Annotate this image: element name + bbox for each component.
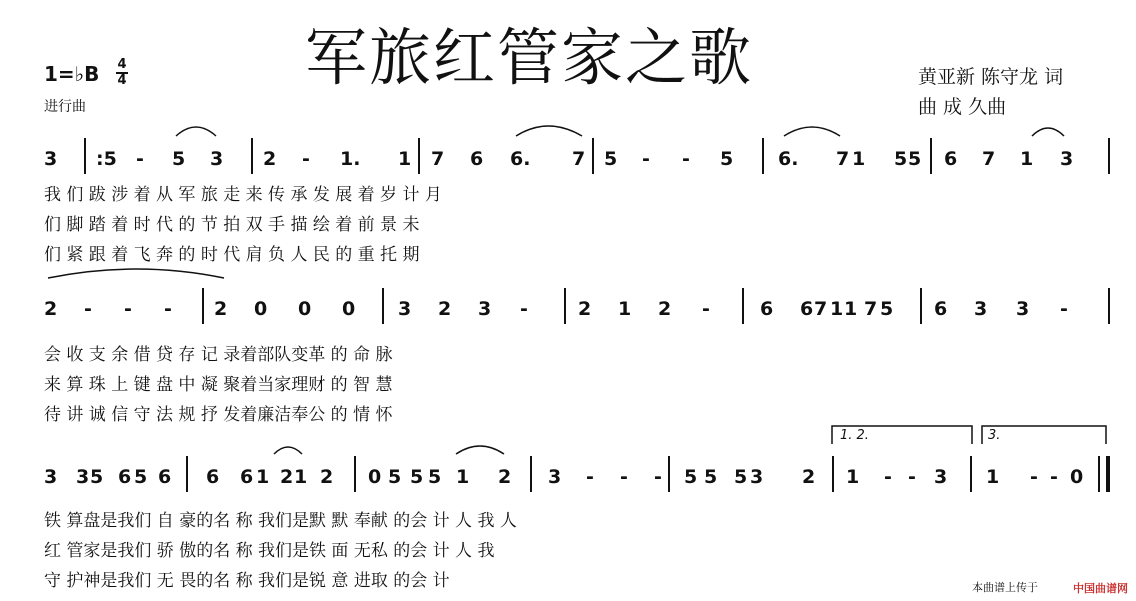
site-logo: 中国曲谱网	[1073, 582, 1128, 595]
note: -	[1060, 298, 1068, 320]
note: 6	[470, 148, 484, 170]
note: 0	[368, 466, 382, 488]
note: 3	[44, 148, 58, 170]
note: -	[164, 298, 172, 320]
upload-note: 本曲谱上传于	[972, 581, 1038, 594]
lyrics-row-2-verse-3: 待 讲 诚 信 守 法 规 抒 发着廉洁奉公 的 情 怀	[44, 405, 393, 425]
note: 5	[604, 148, 618, 170]
note: 5	[172, 148, 186, 170]
note: -	[302, 148, 310, 170]
slur	[1032, 128, 1064, 136]
lyrics-row-1-verse-3: 们 紧 跟 着 飞 奔 的 时 代 肩 负 人 民 的 重 托 期	[44, 245, 420, 265]
note: 1	[830, 298, 844, 320]
song-title: 军旅红管家之歌	[305, 21, 754, 94]
lyrics-row-2-verse-2: 来 算 珠 上 键 盘 中 凝 聚着当家理财 的 智 慧	[44, 375, 393, 395]
slur	[274, 447, 302, 454]
note: 3	[478, 298, 492, 320]
note: 3	[934, 466, 948, 488]
note: 1.	[340, 148, 361, 170]
time-signature-top: 4	[117, 57, 127, 72]
note: 1	[294, 466, 308, 488]
slur	[176, 127, 216, 136]
note: :5	[96, 148, 117, 170]
note: 2	[320, 466, 334, 488]
note: 0	[254, 298, 268, 320]
note: 5	[90, 466, 104, 488]
note: 6.	[778, 148, 799, 170]
note: 5	[894, 148, 908, 170]
key-signature: 1=♭B	[44, 62, 100, 86]
note: 2	[214, 298, 228, 320]
note: 6	[800, 298, 814, 320]
note: 6	[240, 466, 254, 488]
note: 7	[982, 148, 996, 170]
note: -	[586, 466, 594, 488]
ending-3-label: 3.	[988, 428, 1001, 443]
note: -	[124, 298, 132, 320]
note: 6	[206, 466, 220, 488]
note: 0	[342, 298, 356, 320]
lyrics-row-1-verse-2: 们 脚 踏 着 时 代 的 节 拍 双 手 描 绘 着 前 景 未	[44, 215, 420, 235]
note: 5	[704, 466, 718, 488]
ending-bracket-1-2	[832, 426, 972, 444]
note: 2	[802, 466, 816, 488]
slur	[456, 446, 504, 454]
note: 1	[846, 466, 860, 488]
note: 5	[410, 466, 424, 488]
note: -	[84, 298, 92, 320]
note: -	[654, 466, 662, 488]
note: 3	[44, 466, 58, 488]
note: 3	[750, 466, 764, 488]
note: 3	[974, 298, 988, 320]
note: 3	[398, 298, 412, 320]
lyrics-row-2-verse-1: 会 收 支 余 借 贷 存 记 录着部队变革 的 命 脉	[44, 345, 393, 365]
note: 1	[398, 148, 412, 170]
note: 0	[298, 298, 312, 320]
ending-bracket-3	[982, 426, 1106, 444]
lyrics-row-3-verse-3: 守 护神是我们 无 畏的名 称 我们是锐 意 进取 的会 计	[44, 571, 450, 591]
note: 3	[1016, 298, 1030, 320]
note: 7	[814, 298, 828, 320]
note: 1	[456, 466, 470, 488]
note: 5	[880, 298, 894, 320]
note: 5	[134, 466, 148, 488]
slur	[516, 126, 582, 136]
note: 7	[864, 298, 878, 320]
time-signature-bottom: 4	[117, 73, 127, 88]
note: -	[1030, 466, 1038, 488]
ending-1-2-label: 1. 2.	[840, 428, 869, 443]
note: -	[682, 148, 690, 170]
note: 6	[158, 466, 172, 488]
note: 2	[280, 466, 294, 488]
lyricist-credit: 黄亚新 陈守龙 词	[918, 66, 1064, 88]
note: 6.	[510, 148, 531, 170]
note: 5	[388, 466, 402, 488]
slur	[48, 269, 224, 278]
note: 1	[618, 298, 632, 320]
note: -	[642, 148, 650, 170]
note: 3	[76, 466, 90, 488]
note: 3	[548, 466, 562, 488]
note: 1	[844, 298, 858, 320]
slur	[784, 127, 840, 136]
note: -	[1050, 466, 1058, 488]
note: -	[884, 466, 892, 488]
note: 5	[908, 148, 922, 170]
note: 1	[852, 148, 866, 170]
note: 2	[263, 148, 277, 170]
note: 6	[118, 466, 132, 488]
note: 1	[1020, 148, 1034, 170]
note: 5	[428, 466, 442, 488]
note: 6	[944, 148, 958, 170]
note: 2	[44, 298, 58, 320]
note: 2	[438, 298, 452, 320]
note: 7	[836, 148, 850, 170]
note: 1	[256, 466, 270, 488]
note: -	[908, 466, 916, 488]
note: 2	[498, 466, 512, 488]
note: 0	[1070, 466, 1084, 488]
note: 5	[720, 148, 734, 170]
note: 5	[684, 466, 698, 488]
lyrics-row-3-verse-2: 红 管家是我们 骄 傲的名 称 我们是铁 面 无私 的会 计 人 我	[44, 541, 495, 561]
composer-credit: 曲 成 久曲	[918, 96, 1007, 118]
note: 3	[1060, 148, 1074, 170]
note: -	[702, 298, 710, 320]
tempo-style: 进行曲	[44, 99, 86, 115]
note: 2	[658, 298, 672, 320]
note: 5	[734, 466, 748, 488]
note: 3	[210, 148, 224, 170]
note: 6	[934, 298, 948, 320]
note: -	[620, 466, 628, 488]
note: 6	[760, 298, 774, 320]
lyrics-row-1-verse-1: 我 们 跋 涉 着 从 军 旅 走 来 传 承 发 展 着 岁 计 月	[44, 185, 442, 205]
note: 1	[986, 466, 1000, 488]
note: -	[520, 298, 528, 320]
note: 7	[431, 148, 445, 170]
note: -	[136, 148, 144, 170]
lyrics-row-3-verse-1: 铁 算盘是我们 自 豪的名 称 我们是默 默 奉献 的会 计 人 我 人	[44, 511, 517, 531]
note: 7	[572, 148, 586, 170]
note: 2	[578, 298, 592, 320]
